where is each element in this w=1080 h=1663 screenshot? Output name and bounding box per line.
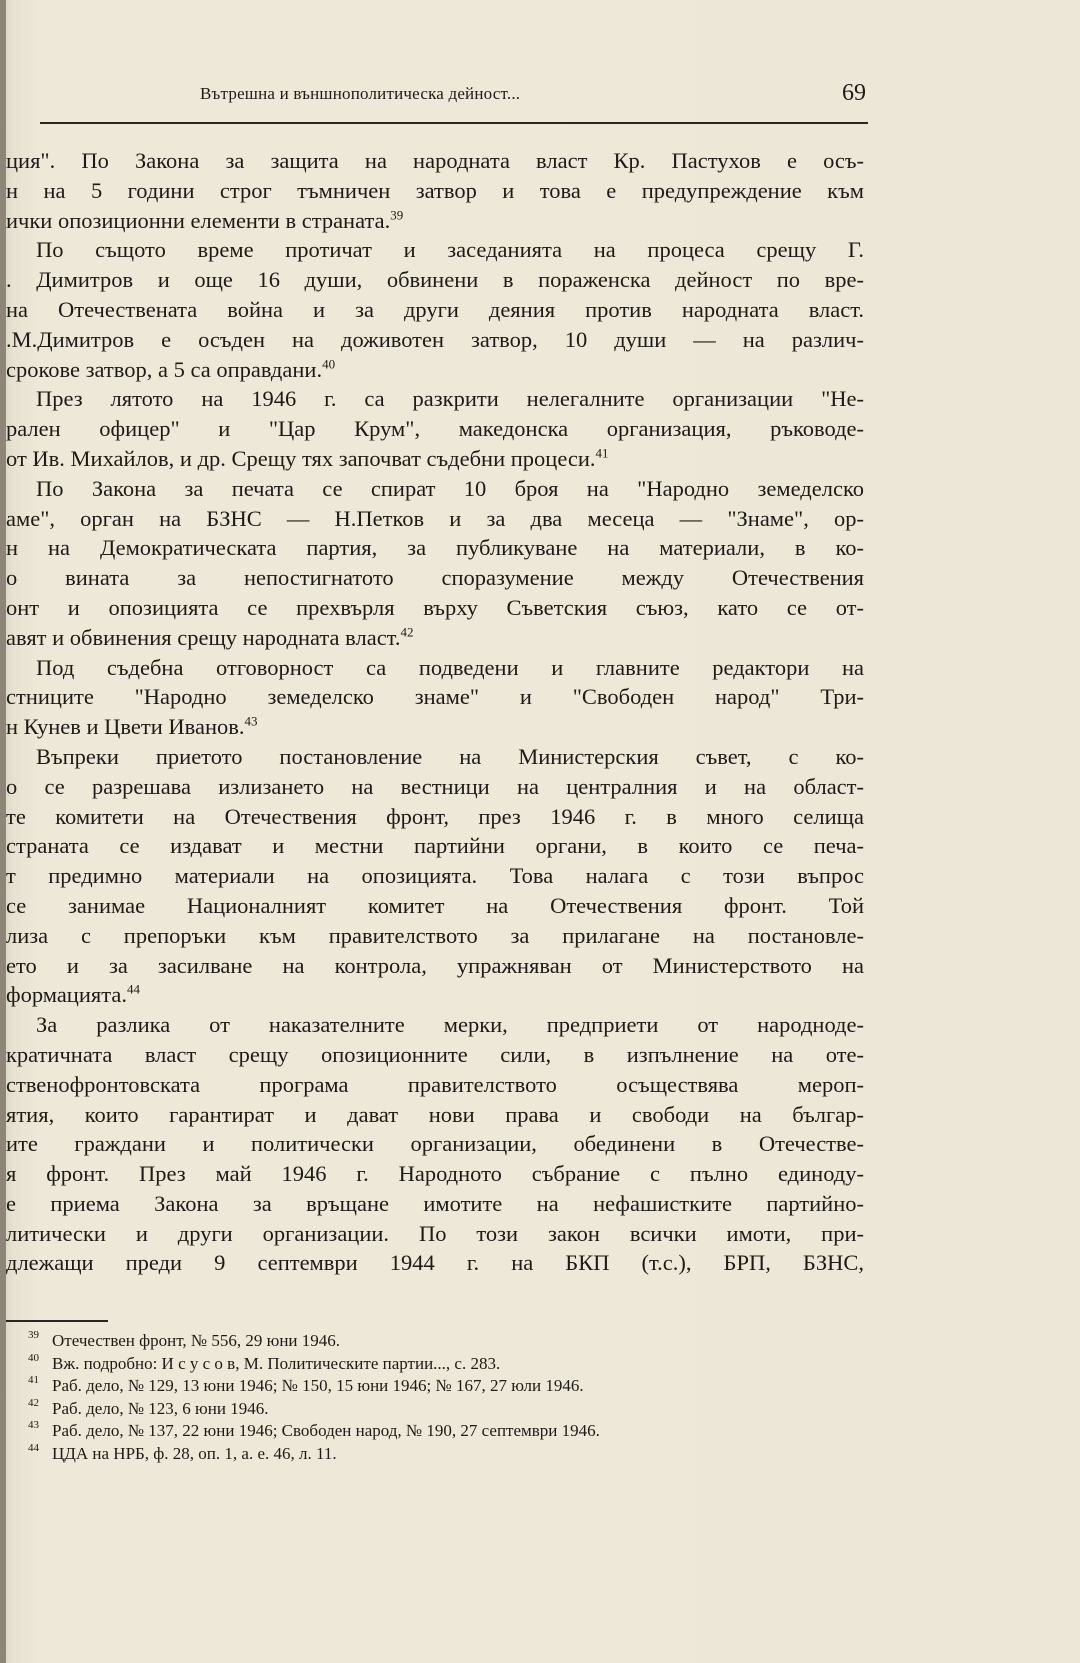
footnote-number: 42	[28, 1396, 39, 1409]
line-text: е приема Закона за връщане имотите на нефашистките партийно-	[6, 1190, 864, 1216]
text-line	[6, 1010, 864, 1040]
body-text	[6, 146, 864, 1278]
text-line	[6, 1070, 864, 1100]
footnote-ref: 40	[322, 356, 336, 372]
footnote	[28, 1420, 858, 1443]
text-line	[6, 1248, 864, 1278]
text-line	[6, 1189, 864, 1219]
footnote-text: Раб. дело, № 129, 13 юни 1946; № 150, 15 юни 1946; № 167, 27 юли 1946.	[52, 1376, 584, 1395]
line-text: ето и за засилване на контрола, упражняван от Министерството на	[6, 952, 864, 978]
text-line	[6, 265, 864, 295]
text-line	[6, 444, 864, 474]
line-text: кратичната власт срещу опозиционните сили, в изпълнение на оте-	[6, 1041, 864, 1067]
text-line	[6, 831, 864, 861]
text-line	[6, 355, 864, 385]
line-text: на Отечествената война и за други деяния против народната власт.	[6, 296, 864, 322]
text-line	[6, 384, 864, 414]
line-text: .М.Димитров е осъден на доживотен затвор, 10 души — на различ-	[6, 326, 864, 352]
line-text: Под съдебна отговорност са подведени и главните редактори на	[36, 654, 864, 680]
line-text: По същото време протичат и заседанията на процеса срещу Г.	[36, 237, 864, 263]
footnote-ref: 44	[126, 981, 140, 997]
page-number: 69	[842, 80, 866, 106]
footnote	[28, 1398, 858, 1421]
footnote-number: 41	[28, 1374, 39, 1386]
text-line	[6, 176, 864, 206]
footnote-number: 44	[28, 1441, 39, 1454]
footnote	[28, 1375, 858, 1398]
line-text: страната се издават и местни партийни органи, в които се печа-	[6, 833, 864, 859]
line-text: авят и обвинения срещу народната власт.	[6, 624, 401, 650]
footnote-text: Раб. дело, № 137, 22 юни 1946; Свободен народ, № 190, 27 септември 1946.	[52, 1421, 600, 1440]
text-line	[6, 772, 864, 802]
line-text: ственофронтовската програма правителството осъществява мероп-	[6, 1071, 864, 1097]
line-text: аме", орган на БЗНС — Н.Петков и за два месеца — "Знаме", ор-	[6, 505, 864, 531]
line-text: от Ив. Михайлов, и др. Срещу тях започват съдебни процеси.	[6, 445, 596, 471]
text-line	[6, 712, 864, 742]
text-line	[6, 1129, 864, 1159]
page-header	[40, 80, 866, 124]
line-text: те комитети на Отечествения фронт, през 1946 г. в много селища	[6, 803, 864, 829]
footnote-rule	[6, 1320, 108, 1322]
line-text: н Кунев и Цвети Иванов.	[6, 714, 245, 740]
text-line	[6, 623, 864, 653]
footnote	[28, 1330, 858, 1353]
footnote	[28, 1443, 858, 1466]
line-text: ятия, които гарантират и дават нови права и свободи на българ-	[6, 1101, 864, 1127]
text-line	[6, 951, 864, 981]
line-text: ция". По Закона за защита на народната власт Кр. Пастухов е осъ-	[6, 148, 864, 173]
text-line	[6, 325, 864, 355]
text-line	[6, 653, 864, 683]
line-text: формацията.	[6, 982, 127, 1008]
line-text: длежащи преди 9 септември 1944 г. на БКП (т.с.), БРП, БЗНС,	[6, 1250, 864, 1276]
line-text: лиза с препоръки към правителството за прилагане на постановле-	[6, 922, 864, 948]
line-text: о се разрешава излизането на вестници на централния и на област-	[6, 773, 864, 799]
text-line	[6, 474, 864, 504]
text-line	[6, 1040, 864, 1070]
footnote-ref: 39	[390, 207, 404, 223]
footnote-text: Отечествен фронт, № 556, 29 юни 1946.	[52, 1331, 341, 1350]
text-line	[6, 1159, 864, 1189]
footnote-ref: 43	[244, 713, 258, 729]
text-line	[6, 563, 864, 593]
footnote-number: 39	[28, 1329, 39, 1341]
line-text: . Димитров и още 16 души, обвинени в пораженска дейност по вре-	[6, 267, 864, 293]
text-line	[6, 921, 864, 951]
text-line	[6, 504, 864, 534]
line-text: ички опозиционни елементи в страната.	[6, 207, 391, 233]
text-line	[6, 802, 864, 832]
running-title: Вътрешна и външнополитическа дейност...	[200, 84, 521, 103]
line-text: По Закона за печата се спират 10 броя на "Народно земеделско	[36, 475, 864, 501]
text-line	[6, 206, 864, 236]
text-line	[6, 861, 864, 891]
text-line	[6, 891, 864, 921]
line-text: н на Демократическата партия, за публикуване на материали, в ко-	[6, 535, 864, 561]
footnote-text: Раб. дело, № 123, 6 юни 1946.	[52, 1398, 269, 1418]
line-text: литически и други организации. По този закон всички имоти, при-	[6, 1220, 864, 1246]
footnote-text: Вж. подробно: И с у с о в, М. Политическите партии..., с. 283.	[52, 1353, 501, 1373]
text-line	[6, 593, 864, 623]
footnote-ref: 41	[595, 445, 609, 461]
line-text: стниците "Народно земеделско знаме" и "Свободен народ" Три-	[6, 684, 864, 710]
line-text: се занимае Националният комитет на Отечествения фронт. Той	[6, 892, 864, 918]
line-text: т предимно материали на опозицията. Това налага с този въпрос	[6, 863, 864, 889]
line-text: Въпреки приетото постановление на Министерския съвет, с ко-	[36, 743, 864, 769]
text-line	[6, 1219, 864, 1249]
footnotes	[28, 1330, 858, 1465]
text-line	[6, 414, 864, 444]
footnote-number: 40	[28, 1351, 39, 1364]
text-line	[6, 146, 864, 176]
line-text: о вината за непостигнатото споразумение между Отечествения	[6, 565, 864, 591]
footnote-text: ЦДА на НРБ, ф. 28, оп. 1, а. е. 46, л. 11.	[52, 1443, 337, 1463]
footnote-ref: 42	[400, 624, 414, 640]
text-line	[6, 1100, 864, 1130]
line-text: н на 5 години строг тъмничен затвор и това е предупреждение към	[6, 177, 864, 203]
line-text: ите граждани и политически организации, обединени в Отечестве-	[6, 1131, 864, 1157]
footnote	[28, 1353, 858, 1376]
text-line	[6, 235, 864, 265]
line-text: я фронт. През май 1946 г. Народното събрание с пълно единоду-	[6, 1161, 864, 1187]
line-text: срокове затвор, а 5 са оправдани.	[6, 356, 323, 382]
text-line	[6, 533, 864, 563]
text-line	[6, 295, 864, 325]
text-line	[6, 682, 864, 712]
line-text: рален офицер" и "Цар Крум", македонска организация, ръководе-	[6, 416, 864, 442]
text-line	[6, 742, 864, 772]
header-rule	[40, 122, 868, 124]
line-text: онт и опозицията се прехвърля върху Съветския съюз, като се от-	[6, 594, 864, 620]
footnote-number: 43	[28, 1419, 39, 1431]
text-line	[6, 980, 864, 1010]
line-text: През лятото на 1946 г. са разкрити нелегалните организации "Не-	[36, 386, 864, 412]
line-text: За разлика от наказателните мерки, предприети от народноде-	[36, 1012, 864, 1038]
